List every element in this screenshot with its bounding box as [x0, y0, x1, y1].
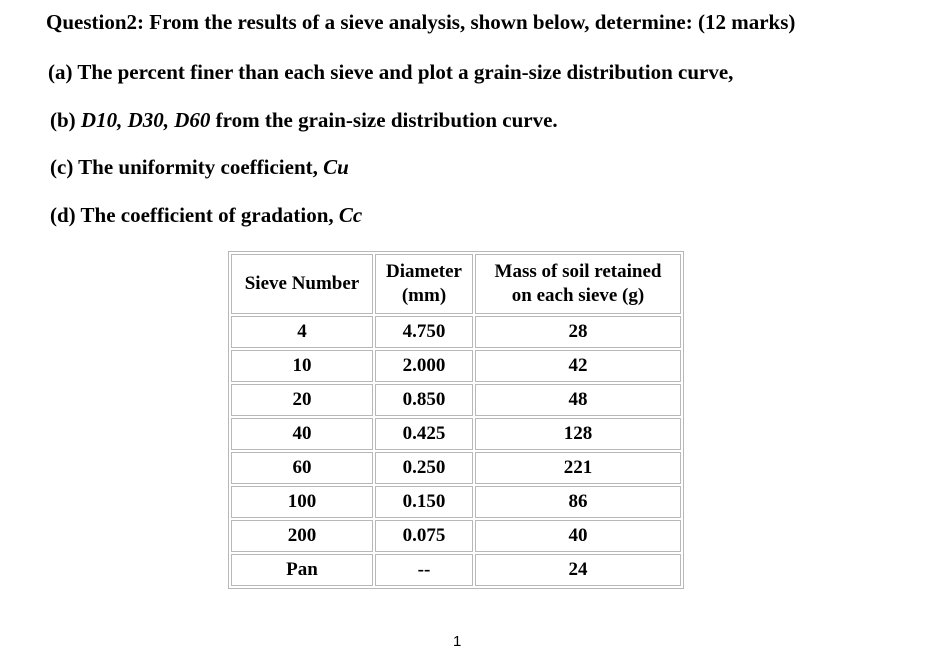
part-b-italic: D10, D30, D60 — [80, 108, 211, 132]
page-number: 1 — [453, 633, 462, 650]
part-d-italic: Cc — [338, 203, 363, 227]
cell-sieve: 10 — [231, 350, 373, 382]
part-b-prefix: (b) — [50, 108, 81, 132]
cell-mass: 221 — [475, 452, 681, 484]
cell-diameter: 0.075 — [375, 520, 473, 552]
cell-mass: 24 — [475, 554, 681, 586]
header-sieve-number: Sieve Number — [231, 254, 373, 314]
part-d-prefix: (d) The coefficient of gradation, — [50, 203, 339, 227]
table-row — [231, 520, 681, 552]
cell-sieve: 20 — [231, 384, 373, 416]
question-title: Question2: From the results of a sieve analysis, shown below, determine: (12 marks) — [46, 10, 796, 34]
question-part-c — [50, 157, 349, 178]
part-c-prefix: (c) The uniformity coefficient, — [50, 155, 324, 179]
table-row — [231, 418, 681, 450]
cell-diameter: 2.000 — [375, 350, 473, 382]
table-row — [231, 384, 681, 416]
cell-sieve: 40 — [231, 418, 373, 450]
header-mass-retained — [475, 254, 681, 314]
cell-mass: 40 — [475, 520, 681, 552]
part-b-suffix: from the grain-size distribution curve. — [210, 108, 558, 132]
cell-mass: 42 — [475, 350, 681, 382]
cell-mass: 28 — [475, 316, 681, 348]
cell-diameter: 0.850 — [375, 384, 473, 416]
question-part-b — [50, 110, 558, 131]
header-mass-line1: Mass of soil retained — [494, 261, 662, 282]
cell-diameter: 0.425 — [375, 418, 473, 450]
table-header-row — [231, 254, 681, 314]
cell-sieve: 200 — [231, 520, 373, 552]
table-row — [231, 350, 681, 382]
cell-diameter: 0.150 — [375, 486, 473, 518]
header-diameter-line2: (mm) — [401, 285, 447, 306]
cell-sieve: Pan — [231, 554, 373, 586]
header-diameter-line1: Diameter — [386, 261, 462, 282]
cell-sieve: 4 — [231, 316, 373, 348]
cell-mass: 128 — [475, 418, 681, 450]
cell-diameter: 4.750 — [375, 316, 473, 348]
table-row — [231, 486, 681, 518]
table-row — [231, 316, 681, 348]
cell-mass: 48 — [475, 384, 681, 416]
cell-diameter: -- — [375, 554, 473, 586]
sieve-analysis-table — [228, 251, 684, 589]
table-row — [231, 452, 681, 484]
table-row — [231, 554, 681, 586]
cell-sieve: 100 — [231, 486, 373, 518]
header-mass-line2: on each sieve (g) — [511, 285, 645, 306]
question-part-a: (a) The percent finer than each sieve and plot a grain-size distribution curve, — [48, 60, 734, 84]
header-diameter — [375, 254, 473, 314]
cell-sieve: 60 — [231, 452, 373, 484]
part-c-italic: Cu — [323, 155, 349, 179]
question-part-d — [50, 205, 362, 226]
cell-mass: 86 — [475, 486, 681, 518]
cell-diameter: 0.250 — [375, 452, 473, 484]
